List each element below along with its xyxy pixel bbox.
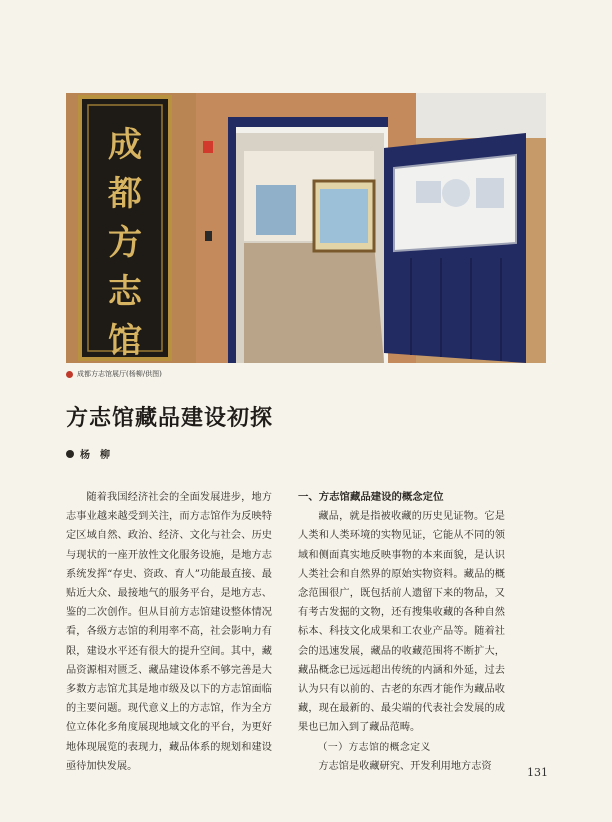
author-line (66, 446, 110, 461)
exhibition-hall-photo (66, 93, 546, 363)
sign-character: 成 (108, 125, 142, 165)
sign-board (94, 117, 156, 361)
body-paragraph: 随着我国经济社会的全面发展进步，地方志事业越来越受到关注，而方志馆作为反映特定区域自然、政治、经济、文化与社会、历史与现状的一座开放性文化服务设施，是地方志系统发挥“存史、资政、育人”功能最直接、最贴近大众、最接地气的服务平台，是地方志、鉴的二次创作。但从目前方志馆建设整体情况看，各级方志馆的利用率不高，社会影响力有限，建设水平还有很大的提升空间。其中，藏品资源相对匮乏、藏品建设体系不够完善是大多数方志馆尤其是地市级及以下的方志馆面临的主要问题。现代意义上的方志馆，作为全方位立体化多角度展现地域文化的平台，为更好地体现展览的表现力，藏品体系的规划和建设亟待加快发展。 (66, 492, 272, 772)
author-bullet-icon (66, 450, 74, 458)
page-number: 131 (527, 766, 548, 779)
body-paragraph: 方志馆是收藏研究、开发利用地方志资 (318, 760, 492, 772)
left-column (66, 488, 272, 776)
sign-character: 都 (108, 174, 142, 214)
caption-bullet-icon (66, 371, 73, 378)
article-title: 方志馆藏品建设初探 (66, 405, 274, 431)
sign-character: 志 (108, 272, 142, 312)
section-heading: 一、方志馆藏品建设的概念定位 (298, 491, 444, 503)
body-paragraph: 藏品，就是指被收藏的历史见证物。它是人类和人类环境的实物见证，它能从不同的领域和侧面真实地反映事物的本来面貌，是认识人类社会和自然界的原始实物资料。藏品的概念范围很广，既包括前人遗留下来的物品，又有考古发掘的文物，还有搜集收藏的各种自然标本、科技文化成果和工农业产品等。随着社会的迅速发展，藏品的收藏范围将不断扩大，藏品概念已远远超出传统的内涵和外延，过去认为只有以前的、古老的东西才能作为藏品收藏，现在最新的、最尖端的代表社会发展的成果也已加入到了藏品范畴。 (298, 511, 505, 734)
subsection-heading: （一）方志馆的概念定义 (317, 741, 431, 753)
caption-text: 成都方志馆展厅(杨柳/供图) (77, 370, 162, 378)
sign-character: 馆 (108, 321, 142, 361)
sign-character: 方 (108, 223, 142, 263)
author-name: 杨 柳 (80, 450, 110, 461)
right-column (298, 488, 505, 776)
photo-caption (66, 369, 162, 379)
